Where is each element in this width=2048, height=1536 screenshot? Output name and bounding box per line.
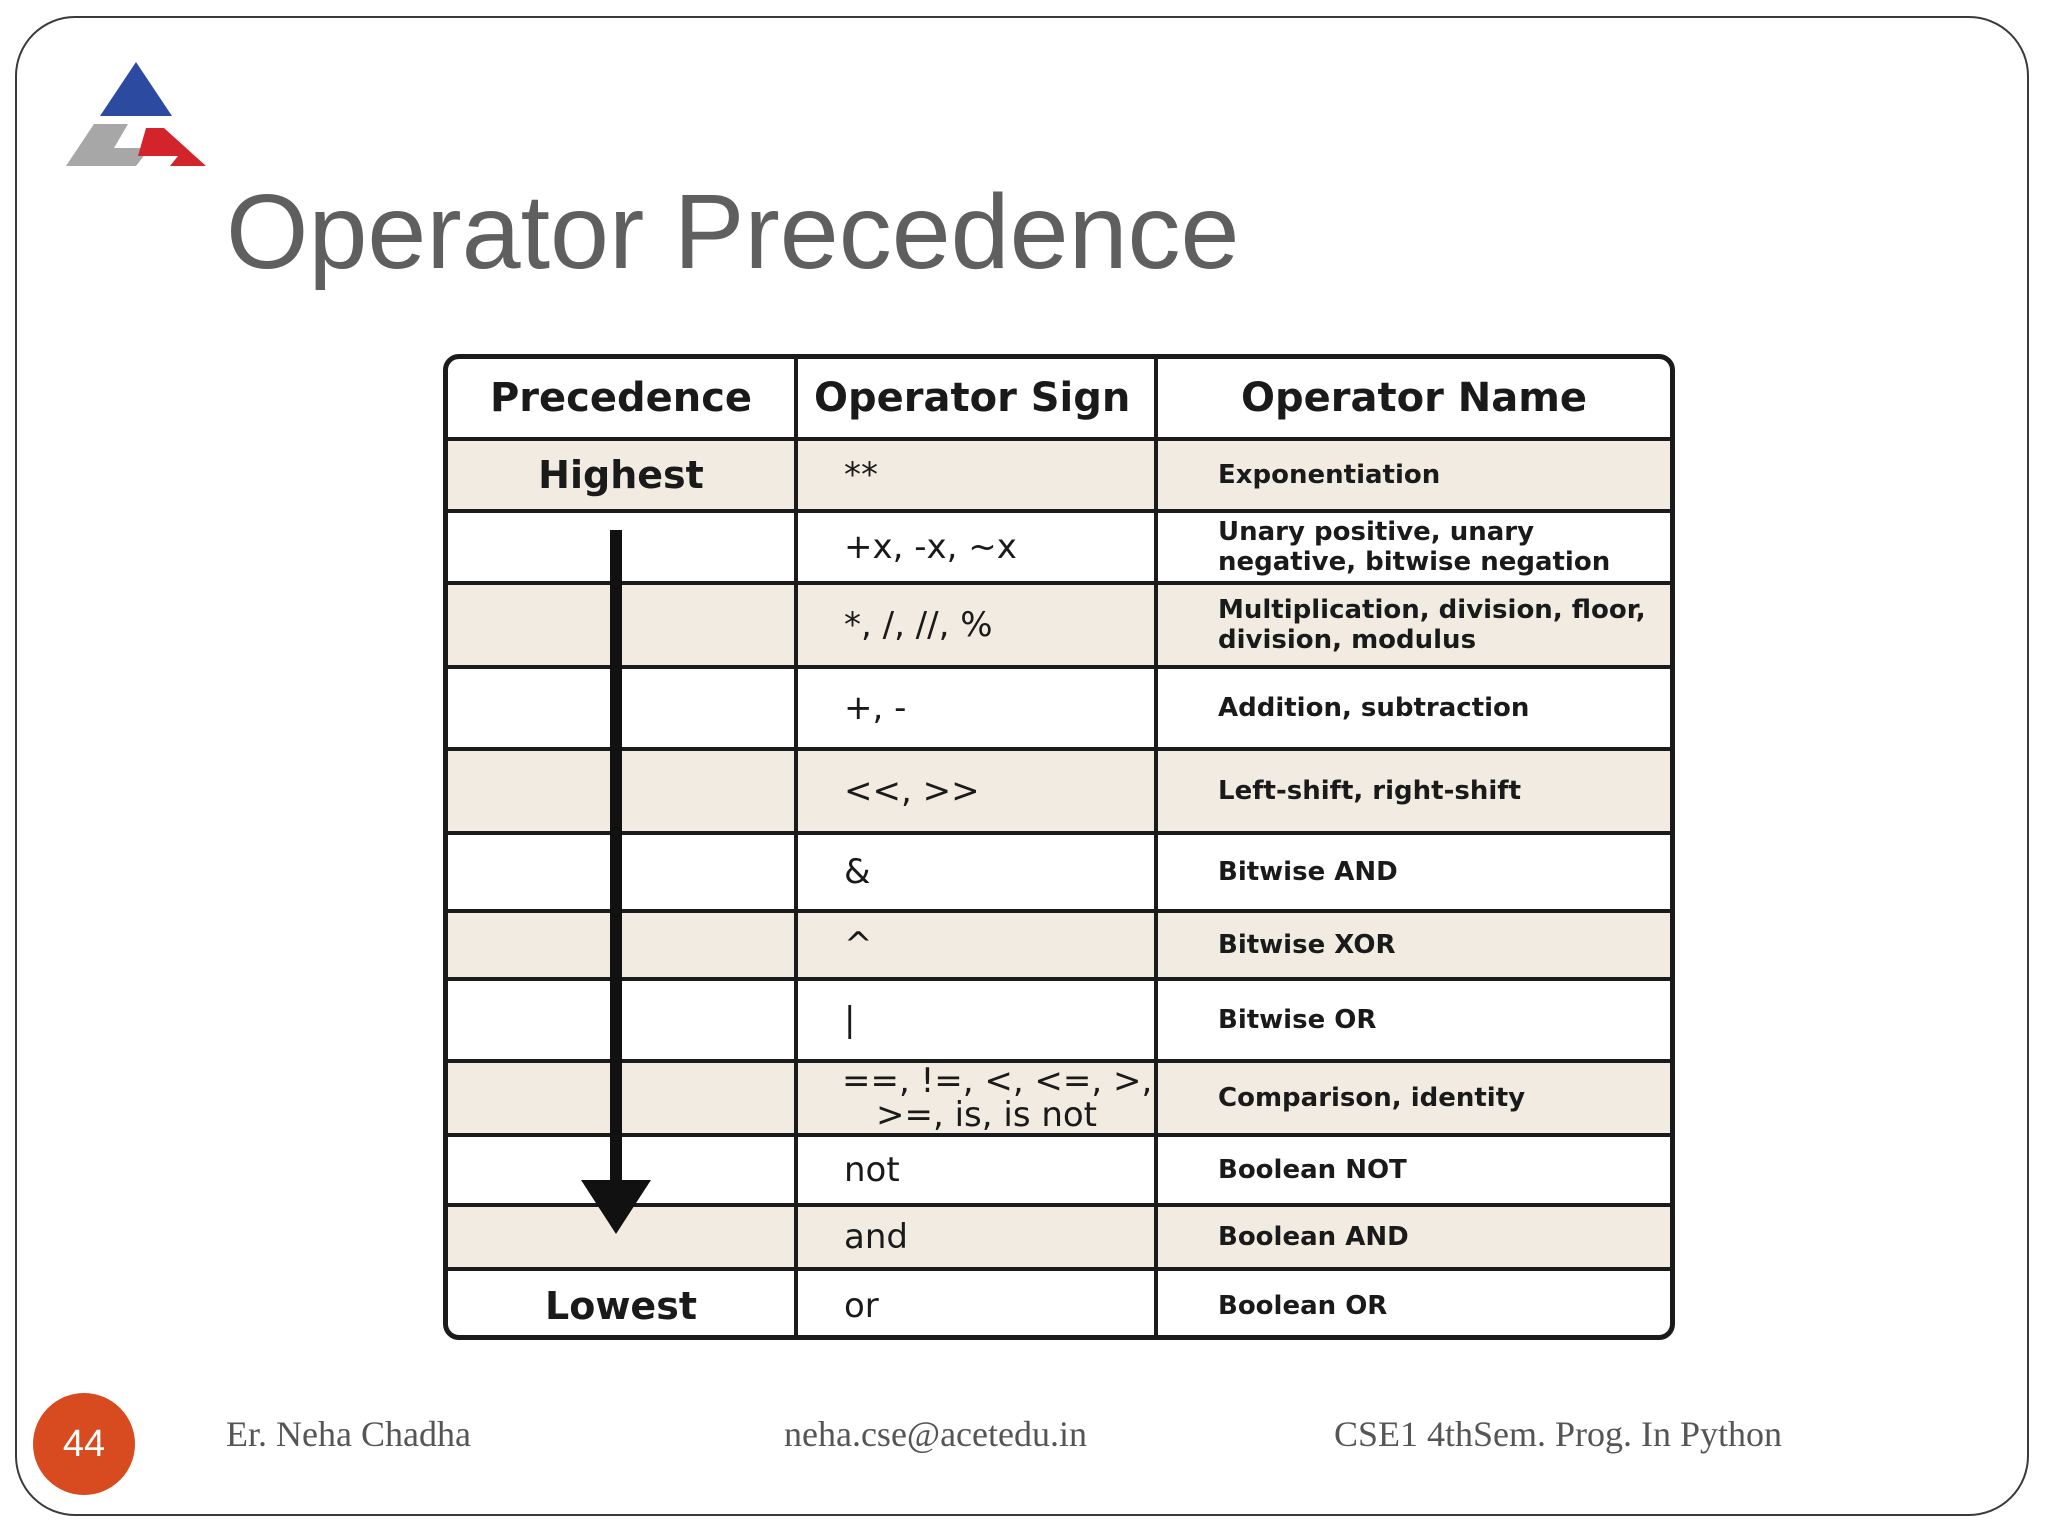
precedence-cell [448, 979, 796, 1061]
footer-author: Er. Neha Chadha [226, 1414, 471, 1454]
precedence-cell [448, 749, 796, 833]
operator-sign-cell: | [796, 979, 1156, 1061]
operator-sign-cell: or [796, 1269, 1156, 1340]
table-header-row [448, 359, 1670, 439]
table-row [448, 833, 1670, 911]
precedence-cell: Highest [448, 439, 796, 511]
page-number-badge: 44 [33, 1393, 135, 1495]
precedence-cell: Lowest [448, 1269, 796, 1340]
operator-name-cell: Exponentiation [1156, 439, 1670, 511]
operator-name-cell: Bitwise XOR [1156, 911, 1670, 979]
ace-logo [66, 62, 206, 166]
table-row [448, 911, 1670, 979]
precedence-cell [448, 833, 796, 911]
precedence-cell [448, 511, 796, 583]
operator-name-cell: Comparison, identity [1156, 1061, 1670, 1135]
table-row [448, 583, 1670, 667]
operator-name-cell: Multiplication, division, floor, division, modulus [1156, 583, 1670, 667]
precedence-cell [448, 667, 796, 749]
footer-course: CSE1 4thSem. Prog. In Python [1334, 1414, 1783, 1454]
operator-sign-cell: ==, !=, <, <=, >, >=, is, is not [796, 1061, 1156, 1135]
operator-sign-cell: & [796, 833, 1156, 911]
operator-sign-cell: *, /, //, % [796, 583, 1156, 667]
operator-name-cell: Unary positive, unary negative, bitwise negation [1156, 511, 1670, 583]
table-row [448, 667, 1670, 749]
header-operator-name: Operator Name [1156, 359, 1670, 439]
precedence-cell [448, 1061, 796, 1135]
operator-name-cell: Left-shift, right-shift [1156, 749, 1670, 833]
table-row [448, 511, 1670, 583]
table-row [448, 1061, 1670, 1135]
operator-sign-cell: not [796, 1135, 1156, 1205]
operator-name-cell: Boolean OR [1156, 1269, 1670, 1340]
operator-sign-cell: +x, -x, ~x [796, 511, 1156, 583]
precedence-cell [448, 911, 796, 979]
header-operator-sign: Operator Sign [796, 359, 1156, 439]
operator-name-cell: Boolean NOT [1156, 1135, 1670, 1205]
table-row [448, 1269, 1670, 1340]
table-row [448, 439, 1670, 511]
operator-sign-cell: ** [796, 439, 1156, 511]
table-row [448, 979, 1670, 1061]
slide-title: Operator Precedence [226, 173, 1240, 291]
header-precedence: Precedence [448, 359, 796, 439]
operator-name-cell: Boolean AND [1156, 1205, 1670, 1269]
operator-name-cell: Addition, subtraction [1156, 667, 1670, 749]
footer-email: neha.cse@acetedu.in [784, 1414, 1087, 1454]
down-arrow-head-icon [581, 1180, 651, 1234]
operator-sign-cell: <<, >> [796, 749, 1156, 833]
table-row [448, 749, 1670, 833]
operator-name-cell: Bitwise AND [1156, 833, 1670, 911]
operator-sign-cell: and [796, 1205, 1156, 1269]
operator-sign-cell: +, - [796, 667, 1156, 749]
precedence-cell [448, 583, 796, 667]
operator-sign-cell: ^ [796, 911, 1156, 979]
operator-name-cell: Bitwise OR [1156, 979, 1670, 1061]
down-arrow-icon [610, 530, 622, 1190]
